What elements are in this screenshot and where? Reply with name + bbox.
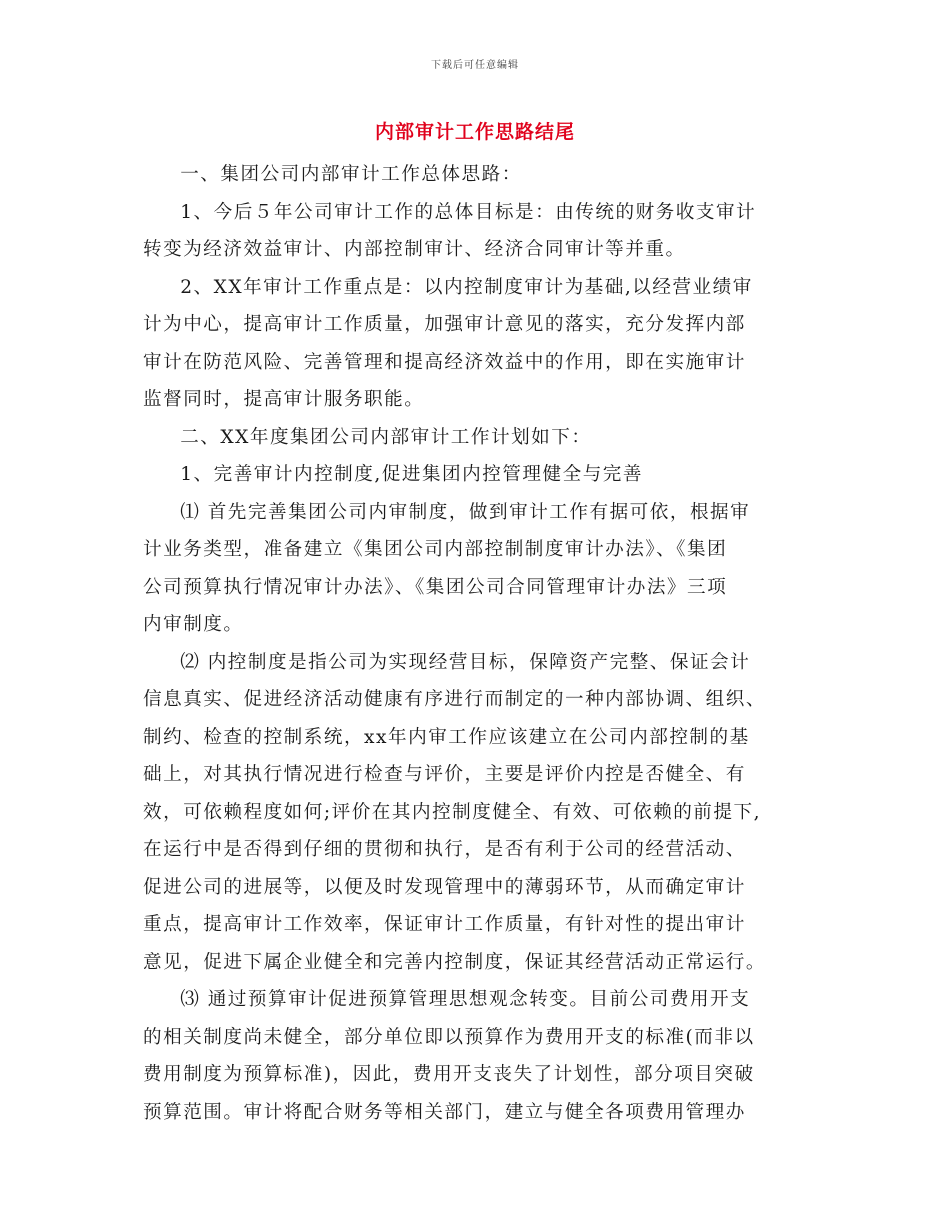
header-note: 下载后可任意编辑 xyxy=(431,60,519,71)
paragraph xyxy=(143,194,810,269)
document-body xyxy=(143,156,810,1131)
paragraph-line: 内审制度。 xyxy=(143,614,244,635)
paragraph xyxy=(143,644,810,982)
paragraph-line: 在运行中是否得到仔细的贯彻和执行，是否有利于公司的经营活动、 xyxy=(143,839,746,860)
paragraph-line: 础上，对其执行情况进行检查与评价，主要是评价内控是否健全、有 xyxy=(143,764,746,785)
paragraph xyxy=(143,419,810,457)
paragraph xyxy=(143,494,810,644)
paragraph-line: 计为中心，提高审计工作质量，加强审计意见的落实，充分发挥内部 xyxy=(143,314,746,335)
paragraph-line: 1、完善审计内控制度,促进集团内控管理健全与完善 xyxy=(180,464,643,485)
paragraph-line: 转变为经济效益审计、内部控制审计、经济合同审计等并重。 xyxy=(143,239,686,260)
paragraph-line: 2、XX年审计工作重点是：以内控制度审计为基础,以经营业绩审 xyxy=(180,276,753,298)
paragraph-line: 费用制度为预算标准)，因此，费用开支丧失了计划性，部分项目突破 xyxy=(143,1064,755,1085)
paragraph xyxy=(143,981,810,1131)
paragraph-line: 制约、检查的控制系统，xx年内审工作应该建立在公司内部控制的基 xyxy=(143,726,750,748)
paragraph xyxy=(143,456,810,494)
paragraph-line: 计业务类型，准备建立《集团公司内部控制制度审计办法》、《集团 xyxy=(143,539,728,560)
paragraph-line: 效，可依赖程度如何;评价在其内控制度健全、有效、可依赖的前提下, xyxy=(143,801,761,823)
paragraph-line: ⑵ 内控制度是指公司为实现经营目标，保障资产完整、保证会计 xyxy=(180,651,751,673)
paragraph-line: 预算范围。审计将配合财务等相关部门，建立与健全各项费用管理办 xyxy=(143,1101,746,1123)
paragraph-line: 信息真实、促进经济活动健康有序进行而制定的一种内部协调、组织、 xyxy=(143,689,766,710)
paragraph xyxy=(143,269,810,419)
paragraph-line: 公司预算执行情况审计办法》、《集团公司合同管理审计办法》三项 xyxy=(143,576,728,598)
paragraph-line: 促进公司的进展等，以便及时发现管理中的薄弱环节，从而确定审计 xyxy=(143,876,746,898)
paragraph-line: 一、集团公司内部审计工作总体思路： xyxy=(180,164,522,185)
paragraph-line: ⑴ 首先完善集团公司内审制度，做到审计工作有据可依，根据审 xyxy=(180,501,751,523)
paragraph-line: 二、XX年度集团公司内部审计工作计划如下： xyxy=(180,426,592,448)
paragraph xyxy=(143,156,810,194)
paragraph-line: 意见，促进下属企业健全和完善内控制度，保证其经营活动正常运行。 xyxy=(143,951,766,973)
paragraph-line: 监督同时，提高审计服务职能。 xyxy=(143,389,425,410)
paragraph-line: 1、今后５年公司审计工作的总体目标是：由传统的财务收支审计 xyxy=(180,201,757,223)
paragraph-line: 审计在防范风险、完善管理和提高经济效益中的作用，即在实施审计 xyxy=(143,351,746,373)
paragraph-line: ⑶ 通过预算审计促进预算管理思想观念转变。目前公司费用开支 xyxy=(180,989,751,1010)
document-title: 内部审计工作思路结尾 xyxy=(374,121,575,143)
paragraph-line: 重点，提高审计工作效率，保证审计工作质量，有针对性的提出审计 xyxy=(143,914,746,935)
paragraph-line: 的相关制度尚未健全，部分单位即以预算作为费用开支的标准(而非以 xyxy=(143,1026,755,1048)
